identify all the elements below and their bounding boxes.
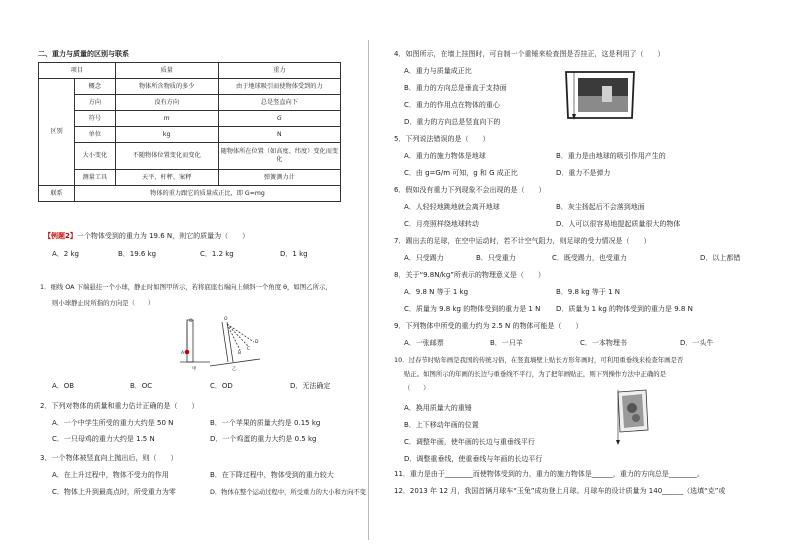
option: B．灰尘扬起后不会落到地面 — [556, 203, 645, 211]
option: B．重力是由地球的吸引作用产生的 — [556, 152, 666, 160]
option: D．一个鸡蛋的重力大约是 0.5 kg — [210, 435, 317, 443]
option: B．19.6 kg — [118, 250, 157, 258]
option: A．一张邮票 — [404, 339, 444, 347]
table-cell: 弹簧测力计 — [218, 170, 340, 186]
example-tag: 【例题2】 — [44, 232, 77, 240]
example-stem: 一个物体受到的重力为 19.6 N，则它的质量为（ ） — [76, 232, 250, 240]
table-row — [39, 95, 341, 111]
table-cell: N — [218, 127, 340, 143]
option: D．物体在整个运动过程中，所受重力的大小和方向不变 — [210, 489, 366, 496]
option: C．一本物理书 — [580, 339, 627, 347]
fig-label: A — [181, 351, 185, 356]
q4-stem: 4．如图所示，在墙上挂图时，可自制一个重锤来检查图是否挂正，这是利用了（ ） — [394, 50, 665, 58]
stand-jia — [187, 320, 193, 362]
table-header-cell: 重力 — [218, 63, 340, 79]
option: D．重力的方向总是竖直向下的 — [404, 118, 501, 126]
relation-label: 联系 — [39, 186, 75, 202]
option: A．只受踢力 — [404, 254, 444, 262]
option: A．重力与质量成正比 — [404, 67, 472, 75]
option: A．人轻轻地跳地就会离开地球 — [404, 203, 500, 211]
option: D．无法确定 — [290, 382, 331, 390]
option: A．重力的施力物体是地球 — [404, 152, 486, 160]
option: D．质量为 1 kg 的物体受到的重力是 9.8 N — [556, 305, 693, 313]
q10-stem-line2: 贴正。如图所示的年画的长边与重垂线不平行，为了把年画贴正，则下列操作方法中正确的是 — [404, 370, 667, 378]
q8-stem: 8．关于“9.8N/kg”所表示的物理意义是（ ） — [394, 271, 545, 279]
q1-stem-line1: 1．细线 OA 下端悬挂一个小球，静止时如图甲所示，若将底座右端向上倾斜一个角度 θ，如图乙所示， — [40, 283, 332, 291]
option: C．重力的作用点在物体的重心 — [404, 101, 500, 109]
fig-label: O — [189, 319, 193, 324]
option: B．一个苹果的质量大约是 0.15 kg — [210, 419, 321, 427]
table-cell: 物体所含物质的多少 — [115, 79, 218, 95]
table-cell: 没有方向 — [115, 95, 218, 111]
option: D．调整重垂线，使重垂线与年画的长边平行 — [404, 455, 543, 463]
comparison-table — [38, 62, 341, 202]
option: D．人可以很容易地提起质量很大的物体 — [556, 220, 681, 228]
table-row — [39, 127, 341, 143]
option: D．以上都错 — [700, 254, 741, 262]
fig-label: C — [247, 347, 251, 352]
option: B．在下降过程中，物体受到的重力较大 — [210, 471, 334, 479]
option: D．重力不是弹力 — [556, 169, 611, 177]
example-question — [44, 232, 249, 241]
option: C．OD — [210, 382, 233, 390]
table-cell: 单位 — [75, 127, 116, 143]
table-cell: 随物体所在位置（如高度、纬度）变化而变化 — [218, 143, 340, 170]
new-year-painting-figure — [612, 388, 652, 448]
option: A．2 kg — [52, 250, 79, 258]
relation-row — [39, 186, 341, 202]
ball — [185, 350, 190, 355]
option: C．1.2 kg — [200, 250, 234, 258]
column-divider — [368, 40, 369, 540]
option: A．9.8 N 等于 1 kg — [404, 288, 469, 296]
table-row — [39, 111, 341, 127]
table-cell: 大小变化 — [75, 143, 116, 170]
group-label: 区别 — [39, 79, 75, 186]
table-cell: 由于地球吸引而使物体受到的力 — [218, 79, 340, 95]
option: C．一只母鸡的重力大约是 1.5 N — [52, 435, 155, 443]
table-header-cell: 项目 — [39, 63, 116, 79]
option: A．OB — [52, 382, 75, 390]
table-cell: m — [115, 111, 218, 127]
option: C．由 g=G/m 可知，g 和 G 成正比 — [404, 169, 518, 177]
table-cell: 测量工具 — [75, 170, 116, 186]
framed-picture-figure — [562, 68, 638, 124]
table-cell: 总是竖直向下 — [218, 95, 340, 111]
table-cell: 天平、杆秤、案秤 — [115, 170, 218, 186]
option: A．一个中学生所受的重力大约是 50 N — [52, 419, 174, 427]
option: B．一只羊 — [490, 339, 523, 347]
table-cell: 概念 — [75, 79, 116, 95]
q12-text: 12．2013 年 12 月，我国首辆月球车“玉兔”成功登上月球。月球车的设计质量为 140______（选填“克”或 — [394, 487, 726, 495]
fig-label: D — [255, 340, 259, 345]
table-row — [39, 79, 341, 95]
table-cell: 符号 — [75, 111, 116, 127]
q5-stem: 5．下列说法错误的是（ ） — [394, 135, 490, 143]
table-row — [39, 143, 341, 170]
q9-stem: 9．下列物体中所受的重力约为 2.5 N 的物体可能是（ ） — [394, 322, 583, 330]
fig-label: B — [238, 351, 242, 356]
fig-label: 乙 — [232, 367, 237, 372]
option: C．质量为 9.8 kg 的物体受到的重力是 1 N — [404, 305, 541, 313]
fig-label: O — [224, 317, 228, 322]
table-header-cell: 质量 — [115, 63, 218, 79]
option: C．物体上升到最高点时，所受重力为零 — [52, 488, 176, 496]
fig-label: 甲 — [192, 367, 197, 372]
plumb-bob — [616, 440, 620, 445]
option: D．1 kg — [280, 250, 308, 258]
q11-text: 11．重力是由于________而使物体受到的力，重力的施力物体是______，重力的方向总是________。 — [394, 470, 704, 478]
table-header-row — [39, 63, 341, 79]
option: A．换用质量大的重锤 — [404, 404, 472, 412]
q10-stem-line3: （ ） — [404, 384, 430, 392]
q3-stem: 3．一个物体被竖直向上抛出后，则（ ） — [40, 454, 178, 462]
table-cell: G — [218, 111, 340, 127]
table-row — [39, 170, 341, 186]
option: B．OC — [130, 382, 153, 390]
q7-stem: 7．踢出去的足球，在空中运动时，若不计空气阻力，则足球的受力情况是（ ） — [394, 237, 651, 245]
option: C．既受踢力，也受重力 — [552, 254, 627, 262]
q2-stem: 2．下列对物体的质量和重力估计正确的是（ ） — [40, 402, 199, 410]
table-cell: 不随物体位置变化而变化 — [115, 143, 218, 170]
table-cell: 方向 — [75, 95, 116, 111]
q10-stem-line1: 10．过春节时贴年画是我国的传统习俗，在竖直墙壁上贴长方形年画时，可利用重垂线来检查年画是否 — [394, 356, 684, 364]
relation-text: 物体的重力跟它的质量成正比，即 G=mg — [75, 186, 341, 202]
option: C．调整年画，使年画的长边与重垂线平行 — [404, 438, 535, 446]
option: B．只受重力 — [476, 254, 516, 262]
table-cell: kg — [115, 127, 218, 143]
option: C．月亮照样绕地球转动 — [404, 220, 479, 228]
q1-stem-line2: 则小球静止时所指的方向是（ ） — [52, 299, 155, 307]
option: A．在上升过程中，物体不受力的作用 — [52, 471, 169, 479]
option: B．9.8 kg 等于 1 N — [556, 288, 621, 296]
q6-stem: 6．假如没有重力下列现象不会出现的是（ ） — [394, 186, 546, 194]
section-title: 二、重力与质量的区别与联系 — [38, 50, 129, 58]
option: D．一头牛 — [680, 339, 714, 347]
option: B．重力的方向总是垂直于支持面 — [404, 84, 507, 92]
option: B．上下移动年画的位置 — [404, 421, 479, 429]
pendulum-figure — [170, 312, 270, 374]
